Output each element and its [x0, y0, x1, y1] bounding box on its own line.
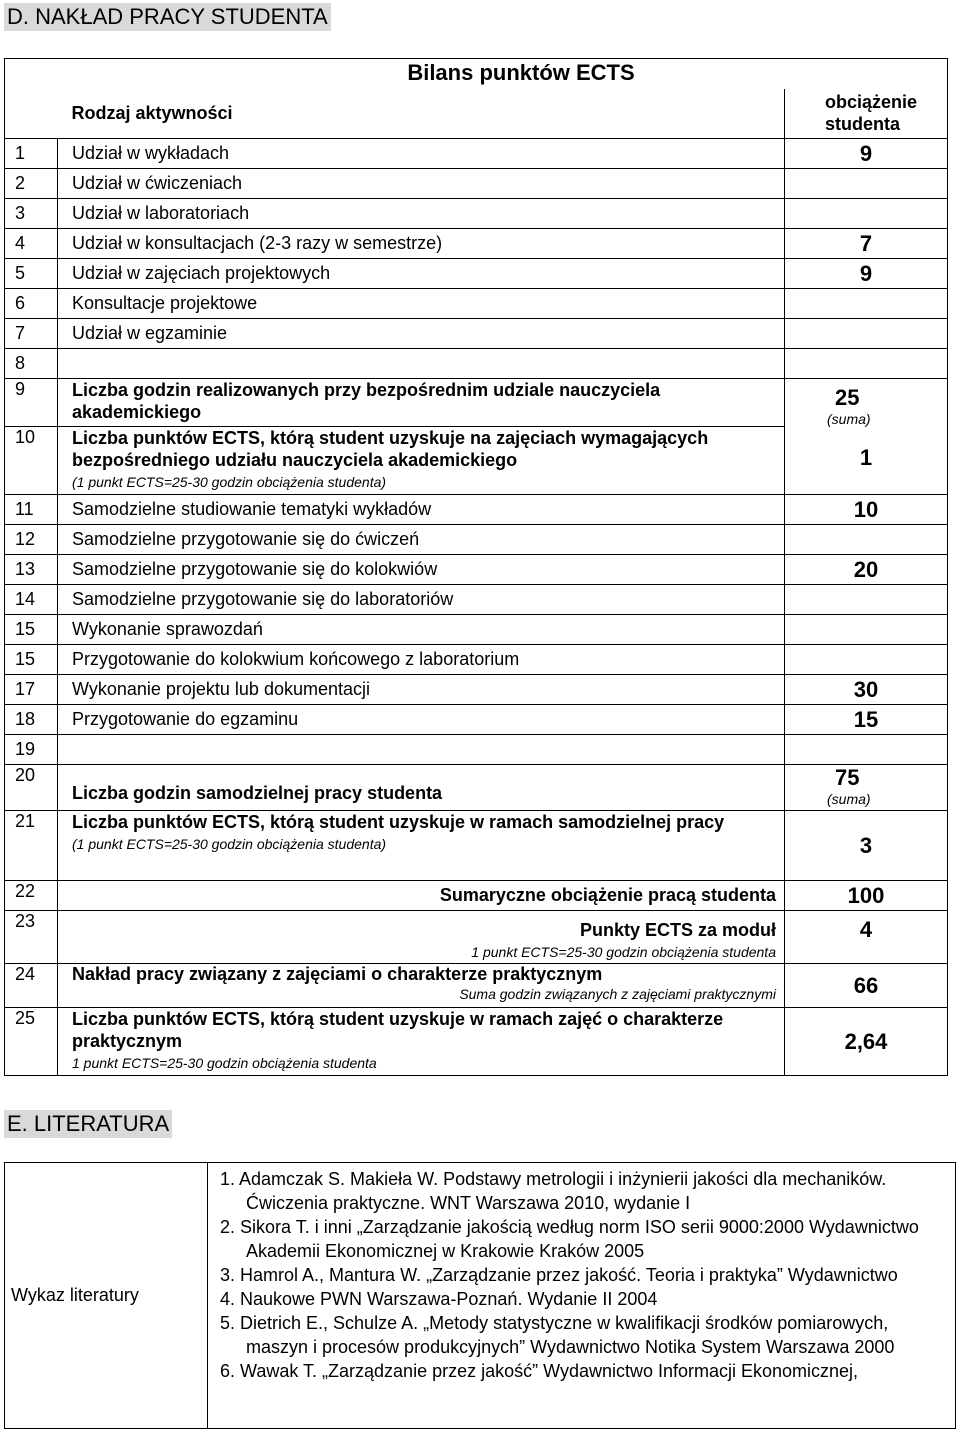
- row-value: [785, 585, 948, 615]
- table-title-row: [5, 59, 948, 89]
- row-value: 30: [785, 675, 948, 705]
- row-label: Wykonanie sprawozdań: [58, 615, 785, 645]
- row-number: 5: [5, 259, 58, 289]
- row-value: [785, 199, 948, 229]
- row-number: 17: [5, 675, 58, 705]
- table-row: [5, 735, 948, 765]
- literature-label: Wykaz literatury: [5, 1163, 208, 1429]
- row-label: Udział w wykładach: [58, 139, 785, 169]
- table-row: 20 Liczba godzin samodzielnej pracy studenta 75 (suma): [5, 765, 948, 811]
- row-value: 7: [785, 229, 948, 259]
- row-number: 13: [5, 555, 58, 585]
- table-title: Bilans punktów ECTS: [5, 59, 948, 89]
- row-number: 3: [5, 199, 58, 229]
- section-d-heading: D. NAKŁAD PRACY STUDENTA: [4, 3, 331, 31]
- col-load-header: obciążenie studenta: [785, 89, 948, 139]
- row-number: 19: [5, 735, 58, 765]
- table-row: [5, 525, 948, 555]
- table-row: [5, 319, 948, 349]
- row-label: Wykonanie projektu lub dokumentacji: [58, 675, 785, 705]
- row-number: 6: [5, 289, 58, 319]
- row-value: [785, 615, 948, 645]
- row-label: Udział w ćwiczeniach: [58, 169, 785, 199]
- table-row: [5, 139, 948, 169]
- table-row: 9 Liczba godzin realizowanych przy bezpośrednim udziale nauczyciela akademickiego 25 (suma) 1: [5, 379, 948, 427]
- row-number: 7: [5, 319, 58, 349]
- row-value: 10: [785, 495, 948, 525]
- literature-item: 2. Sikora T. i inni „Zarządzanie jakością według norm ISO serii 9000:2000 Wydawnictwo Akademii Ekonomicznej w Krakowie Kraków 2005: [220, 1217, 919, 1261]
- row-number: 2: [5, 169, 58, 199]
- row-label: Udział w konsultacjach (2-3 razy w semestrze): [58, 229, 785, 259]
- row-value: 9: [785, 259, 948, 289]
- row-value: [785, 289, 948, 319]
- row-number: 15: [5, 645, 58, 675]
- row-number: 4: [5, 229, 58, 259]
- row-value: 9: [785, 139, 948, 169]
- table-row: [5, 229, 948, 259]
- row-label: Konsultacje projektowe: [58, 289, 785, 319]
- table-row: 25 Liczba punktów ECTS, którą student uzyskuje w ramach zajęć o charakterze praktycznym 1 punkt ECTS=25-30 godzin obciążenia studenta 2,64: [5, 1008, 948, 1076]
- row-label: Samodzielne studiowanie tematyki wykładów: [58, 495, 785, 525]
- table-row: 22 Sumaryczne obciążenie pracą studenta 100: [5, 881, 948, 911]
- row-value: [785, 349, 948, 379]
- table-row: 21 Liczba punktów ECTS, którą student uzyskuje w ramach samodzielnej pracy (1 punkt ECTS=25-30 godzin obciążenia studenta) 3: [5, 811, 948, 881]
- table-row: [5, 615, 948, 645]
- header-row: [5, 89, 948, 139]
- table-row: 10 Liczba punktów ECTS, którą student uzyskuje na zajęciach wymagających bezpośredniego udziału nauczyciela akademickiego (1 punkt ECTS=25-30 godzin obciążenia studenta): [5, 427, 948, 495]
- table-row: [5, 495, 948, 525]
- row-label: Samodzielne przygotowanie się do kolokwiów: [58, 555, 785, 585]
- row-value: [785, 169, 948, 199]
- literature-list: [214, 1163, 955, 1383]
- row-number: 14: [5, 585, 58, 615]
- row-label: Udział w egzaminie: [58, 319, 785, 349]
- row-number: 18: [5, 705, 58, 735]
- row-value: [785, 735, 948, 765]
- row-label: [58, 735, 785, 765]
- row9-value: 25: [835, 385, 860, 410]
- row-label: Przygotowanie do egzaminu: [58, 705, 785, 735]
- table-row: 24 Nakład pracy związany z zajęciami o charakterze praktycznym Suma godzin związanych z zajęciami praktycznymi 66: [5, 964, 948, 1008]
- table-row: [5, 705, 948, 735]
- row-value: 20: [785, 555, 948, 585]
- row-label: [58, 349, 785, 379]
- col-activity-header: Rodzaj aktywności: [58, 89, 785, 139]
- literature-table: [4, 1162, 956, 1429]
- literature-item: 1. Adamczak S. Makieła W. Podstawy metrologii i inżynierii jakości dla mechaników. Ćwiczenia praktyczne. WNT Warszawa 2010, wydanie I: [220, 1169, 887, 1213]
- table-row: [5, 645, 948, 675]
- row9-suma: (suma): [827, 411, 871, 427]
- row-number: 15: [5, 615, 58, 645]
- literature-item: 5. Dietrich E., Schulze A. „Metody statystyczne w kwalifikacji środków pomiarowych, maszyn i procesów produkcyjnych” Wydawnictwo Notika System Warszawa 2000: [220, 1313, 895, 1357]
- row-value: [785, 319, 948, 349]
- table-row: [5, 259, 948, 289]
- table-row: [5, 169, 948, 199]
- row-label: Przygotowanie do kolokwium końcowego z laboratorium: [58, 645, 785, 675]
- row-label: Udział w zajęciach projektowych: [58, 259, 785, 289]
- literature-item: 4. Naukowe PWN Warszawa-Poznań. Wydanie II 2004: [220, 1289, 658, 1309]
- row-value: 15: [785, 705, 948, 735]
- ects-table: [4, 58, 948, 1076]
- literature-item: 6. Wawak T. „Zarządzanie przez jakość” Wydawnictwo Informacji Ekonomicznej,: [220, 1361, 859, 1381]
- literature-item: 3. Hamrol A., Mantura W. „Zarządzanie przez jakość. Teoria i praktyka” Wydawnictwo: [220, 1265, 898, 1285]
- table-row: [5, 289, 948, 319]
- table-row: [5, 585, 948, 615]
- row-value: [785, 525, 948, 555]
- section-e-heading: E. LITERATURA: [4, 1110, 172, 1138]
- row-number: 11: [5, 495, 58, 525]
- row-number: 12: [5, 525, 58, 555]
- table-row: [5, 675, 948, 705]
- row-number: 1: [5, 139, 58, 169]
- table-row: [5, 555, 948, 585]
- row-label: Samodzielne przygotowanie się do laboratoriów: [58, 585, 785, 615]
- row-label: Udział w laboratoriach: [58, 199, 785, 229]
- row-value: [785, 645, 948, 675]
- row-number: 8: [5, 349, 58, 379]
- table-row: 23 Punkty ECTS za moduł 1 punkt ECTS=25-30 godzin obciążenia studenta 4: [5, 911, 948, 964]
- table-row: [5, 349, 948, 379]
- table-row: [5, 199, 948, 229]
- row-label: Samodzielne przygotowanie się do ćwiczeń: [58, 525, 785, 555]
- row10-value: 1: [859, 445, 873, 470]
